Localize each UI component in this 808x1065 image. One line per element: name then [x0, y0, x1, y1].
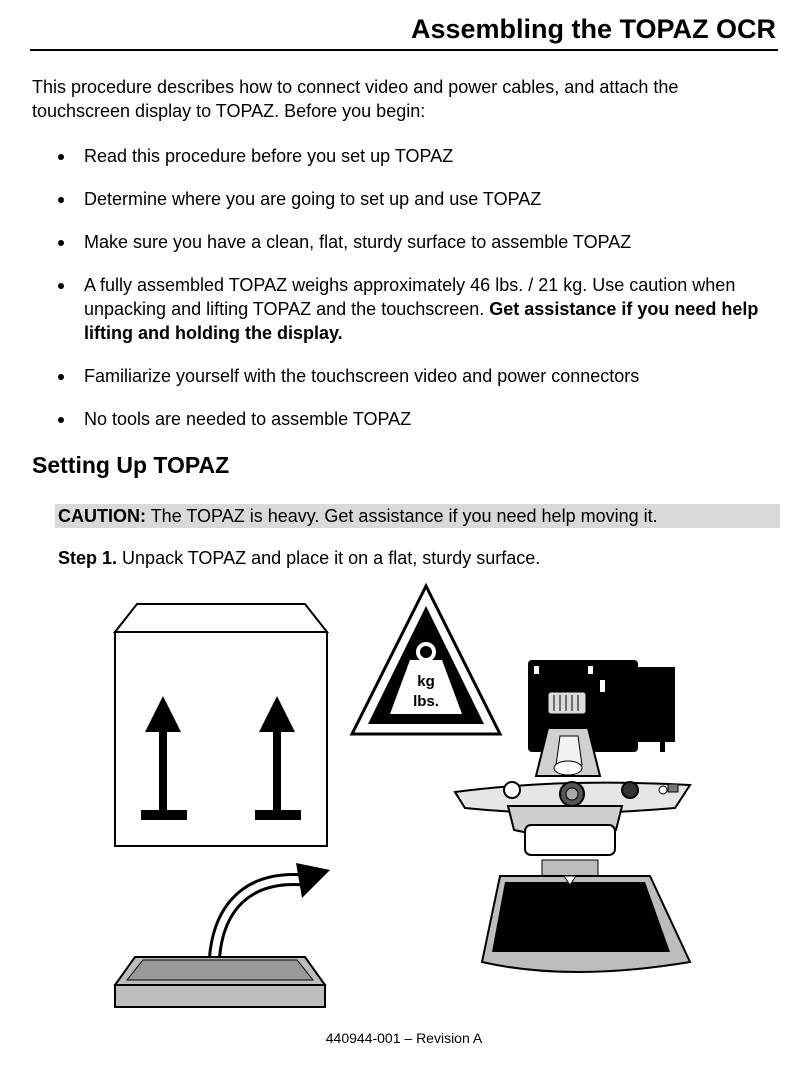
page-title: Assembling the TOPAZ OCR [410, 14, 776, 44]
list-item-text: Make sure you have a clean, flat, sturdy surface to assemble TOPAZ [84, 232, 632, 252]
packing-tray-icon [115, 957, 325, 1007]
weight-kg-label: kg [417, 673, 435, 690]
list-item-text: Read this procedure before you set up TOPAZ [84, 146, 454, 166]
section-heading: Setting Up TOPAZ [32, 452, 230, 478]
list-item-text: A fully assembled TOPAZ weighs approximately 46 lbs. / 21 kg. Use caution when unpacking and lifting TOPAZ and the touchscreen. [84, 275, 736, 319]
step-1 [58, 546, 540, 570]
heavy-weight-warning-icon [352, 586, 500, 734]
list-item [32, 187, 777, 211]
title-divider [30, 49, 778, 51]
unpacking-illustration [0, 580, 808, 1020]
prerequisite-list [32, 144, 777, 450]
caution-box [55, 504, 780, 528]
topaz-device-icon [455, 660, 690, 972]
box-this-side-up-icon [115, 604, 327, 846]
bullet-icon [58, 240, 64, 246]
intro-paragraph: This procedure describes how to connect video and power cables, and attach the touchscreen display to TOPAZ. Before you begin: [32, 77, 679, 121]
step-label: Step 1. [58, 548, 118, 568]
weight-lbs-label: lbs. [413, 693, 439, 710]
control-knob-icon [504, 782, 520, 798]
list-item [32, 273, 777, 345]
step-text: Unpack TOPAZ and place it on a flat, sturdy surface. [122, 548, 541, 568]
list-item-text: No tools are needed to assemble TOPAZ [84, 409, 412, 429]
bullet-icon [58, 197, 64, 203]
list-item [32, 364, 777, 388]
bullet-icon [58, 374, 64, 380]
list-item-emphasis: Get assistance if you need help lifting and holding the display. [84, 299, 759, 343]
list-item-text: Determine where you are going to set up and use TOPAZ [84, 189, 542, 209]
list-item-text: Familiarize yourself with the touchscreen video and power connectors [84, 366, 640, 386]
bullet-icon [58, 154, 64, 160]
bullet-icon [58, 283, 64, 289]
list-item [32, 407, 777, 431]
page-footer: 440944-001 – Revision A [325, 1030, 483, 1046]
caution-label: CAUTION: [58, 506, 146, 526]
control-knob-icon [560, 782, 584, 806]
control-knob-icon [622, 782, 638, 798]
list-item [32, 230, 777, 254]
caution-text: The TOPAZ is heavy. Get assistance if you need help moving it. [150, 506, 658, 526]
bullet-icon [58, 417, 64, 423]
list-item [32, 144, 777, 168]
